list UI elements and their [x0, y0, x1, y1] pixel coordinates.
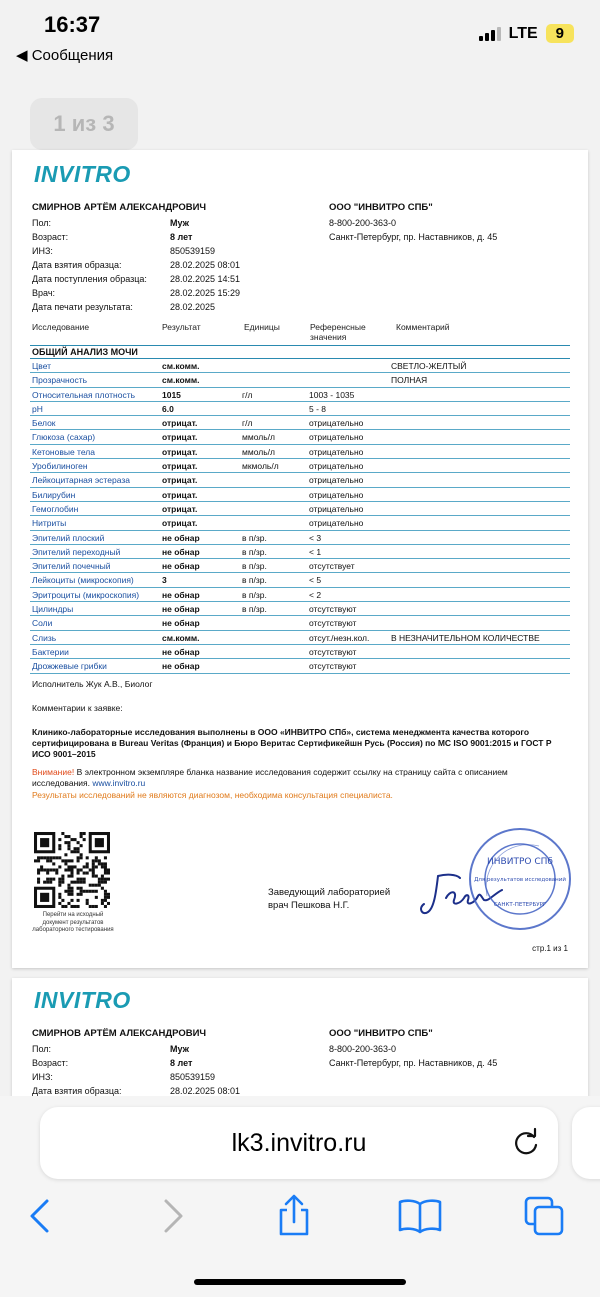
test-result: 3: [162, 575, 167, 586]
org-info: [329, 1042, 497, 1070]
forward-button[interactable]: [148, 1192, 196, 1240]
test-name[interactable]: Слизь: [32, 632, 57, 643]
org-info: [329, 216, 497, 244]
page-indicator: 1 из 3: [30, 98, 138, 150]
info-row: Возраст: 8 лет: [32, 232, 193, 242]
info-row: Врач: 28.02.2025 15:29: [32, 288, 241, 298]
test-unit: г/л: [242, 389, 253, 400]
test-result: не обнар: [162, 604, 200, 615]
org-phone: 8-800-200-363-0: [329, 218, 397, 228]
org-name: ООО "ИНВИТРО СПБ": [329, 202, 433, 213]
test-result: 1015: [162, 389, 181, 400]
bookmarks-button[interactable]: [396, 1192, 444, 1240]
info-row: Пол: Муж: [32, 1044, 189, 1054]
patient-info: [32, 216, 240, 314]
chevron-left-icon: [27, 1198, 55, 1234]
table-row: [30, 445, 570, 459]
test-unit: в п/зр.: [242, 532, 267, 543]
table-row: [30, 559, 570, 573]
test-name[interactable]: Билирубин: [32, 489, 76, 500]
test-reference: отрицательно: [309, 432, 364, 443]
test-reference: отсутствуют: [309, 646, 357, 657]
chevron-right-icon: [158, 1198, 186, 1234]
disclaimer: Результаты исследований не являются диагнозом, необходима консультация специалиста.: [32, 790, 393, 800]
test-result: отрицат.: [162, 461, 198, 472]
test-result: см.комм.: [162, 375, 200, 386]
executor: Исполнитель Жук А.В., Биолог: [32, 679, 153, 689]
tabs-button[interactable]: [520, 1192, 568, 1240]
test-name[interactable]: Цвет: [32, 361, 52, 371]
info-row: Дата поступления образца: 28.02.2025 14:51: [32, 274, 241, 284]
test-reference: 5 - 8: [309, 403, 327, 414]
test-unit: в п/зр.: [242, 589, 267, 600]
warning-label: Внимание!: [32, 767, 75, 777]
test-unit: ммоль/л: [242, 446, 275, 457]
test-unit: в п/зр.: [242, 575, 267, 586]
status-indicators: [479, 24, 574, 43]
test-name[interactable]: Соли: [32, 618, 53, 629]
table-row: [30, 616, 570, 630]
org-address: Санкт-Петербург, пр. Наставников, д. 45: [329, 1058, 498, 1068]
info-row: Возраст: 8 лет: [32, 1058, 193, 1068]
header-test: Исследование: [32, 322, 90, 332]
document-page-1: [12, 150, 588, 968]
test-result: не обнар: [162, 618, 200, 629]
test-reference: отсутствуют: [309, 604, 357, 615]
info-row: Пол: Муж: [32, 218, 189, 228]
test-name[interactable]: Бактерии: [32, 646, 69, 657]
table-row: [30, 388, 570, 402]
test-name[interactable]: Глюкоза (сахар): [32, 432, 96, 443]
table-row: [30, 502, 570, 516]
status-time: 16:37: [44, 12, 101, 37]
test-reference: отрицательно: [309, 446, 364, 457]
test-name[interactable]: Нитриты: [32, 518, 67, 529]
test-name[interactable]: Эритроциты (микроскопия): [32, 589, 140, 600]
invitro-logo: INVITRO: [34, 987, 131, 1013]
certification-text: Клинико-лабораторные исследования выполнены в ООО «ИНВИТРО СПб», система менеджмента качества которого сертифицирована в Bureau Veritas (Франция) и Бюро Веритас Сертификейшн Русь (Россия) по МС ISO 9001:2015 и ГОСТ Р ИСО 9001–2015: [32, 727, 552, 759]
test-name[interactable]: Эпителий плоский: [32, 532, 105, 543]
test-reference: отсутствует: [309, 561, 355, 572]
test-comment: СВЕТЛО-ЖЕЛТЫЙ: [391, 361, 467, 371]
test-unit: в п/зр.: [242, 561, 267, 572]
section-title: ОБЩИЙ АНАЛИЗ МОЧИ: [32, 347, 138, 357]
test-reference: < 2: [309, 589, 322, 600]
home-indicator: [194, 1279, 406, 1285]
patient-name: СМИРНОВ АРТЁМ АЛЕКСАНДРОВИЧ: [32, 1028, 207, 1039]
lab-head-title: Заведующий лабораторией врач Пешкова Н.Г.: [268, 887, 391, 911]
test-comment: В НЕЗНАЧИТЕЛЬНОМ КОЛИЧЕСТВЕ: [391, 632, 540, 643]
header-reference: Референсные значения: [310, 322, 366, 342]
header-result: Результат: [162, 322, 201, 332]
test-name[interactable]: Эпителий переходный: [32, 546, 121, 557]
network-type: LTE: [508, 24, 538, 42]
test-reference: отрицательно: [309, 475, 364, 486]
qr-code-icon[interactable]: [34, 832, 110, 908]
table-row: [30, 373, 570, 387]
test-result: 6.0: [162, 403, 174, 414]
table-row: [30, 416, 570, 430]
test-result: не обнар: [162, 532, 200, 543]
svg-text:Для результатов исследований: Для результатов исследований: [474, 877, 566, 883]
test-name[interactable]: Уробилиноген: [32, 461, 88, 472]
table-row: [30, 631, 570, 645]
table-row: [30, 573, 570, 587]
info-row: Дата взятия образца: 28.02.2025 08:01: [32, 260, 241, 270]
test-comment: ПОЛНАЯ: [391, 375, 428, 386]
test-reference: отрицательно: [309, 503, 364, 514]
table-row: [30, 516, 570, 530]
reload-icon[interactable]: [510, 1127, 542, 1159]
test-name[interactable]: Относительная плотность: [32, 389, 136, 400]
test-result: отрицат.: [162, 503, 198, 514]
test-result: отрицат.: [162, 475, 198, 486]
page-number: стр.1 из 1: [532, 944, 568, 953]
test-result: отрицат.: [162, 489, 198, 500]
comments-label: Комментарии к заявке:: [32, 703, 123, 713]
table-row: [30, 459, 570, 473]
test-reference: отсутствуют: [309, 661, 357, 672]
test-reference: < 3: [309, 532, 322, 543]
test-result: не обнар: [162, 646, 200, 657]
test-name[interactable]: Лейкоциты (микроскопия): [32, 575, 134, 586]
test-name[interactable]: Дрожжевые грибки: [32, 661, 107, 672]
info-row: Дата взятия образца: 28.02.2025 08:01: [32, 1086, 241, 1096]
test-name[interactable]: Белок: [32, 418, 56, 429]
info-row: Дата печати результата: 28.02.2025: [32, 302, 216, 312]
table-row: [30, 602, 570, 616]
test-result: не обнар: [162, 546, 200, 557]
test-result: не обнар: [162, 561, 200, 572]
test-result: отрицат.: [162, 518, 198, 529]
back-to-messages-button[interactable]: ◀ Сообщения: [16, 47, 114, 64]
test-reference: < 1: [309, 546, 322, 557]
test-result: отрицат.: [162, 446, 198, 457]
next-tab-preview[interactable]: [572, 1107, 600, 1179]
table-row: [30, 430, 570, 444]
test-result: не обнар: [162, 661, 200, 672]
test-unit: в п/зр.: [242, 546, 267, 557]
test-name[interactable]: pH: [32, 403, 43, 414]
test-reference: отрицательно: [309, 461, 364, 472]
patient-name: СМИРНОВ АРТЁМ АЛЕКСАНДРОВИЧ: [32, 202, 207, 213]
test-name[interactable]: Гемоглобин: [32, 503, 79, 514]
table-row: [30, 359, 570, 373]
test-unit: г/л: [242, 418, 253, 429]
test-reference: отсутствуют: [309, 618, 357, 629]
results-table: [30, 359, 570, 674]
info-row: ИНЗ: 850539159: [32, 246, 216, 256]
table-row: [30, 588, 570, 602]
test-reference: отсут./незн.кол.: [309, 632, 370, 643]
header-comment: Комментарий: [396, 322, 450, 332]
url-text[interactable]: lk3.invitro.ru: [231, 1129, 367, 1157]
table-row: [30, 545, 570, 559]
test-name[interactable]: Кетоновые тела: [32, 446, 95, 457]
test-reference: отрицательно: [309, 489, 364, 500]
org-address: Санкт-Петербург, пр. Наставников, д. 45: [329, 232, 498, 242]
table-row: [30, 531, 570, 545]
patient-info: [32, 1042, 240, 1098]
battery-icon: 9: [546, 24, 574, 43]
test-reference: отрицательно: [309, 518, 364, 529]
test-result: отрицат.: [162, 418, 198, 429]
book-icon: [397, 1196, 443, 1236]
test-name[interactable]: Эпителий почечный: [32, 561, 111, 572]
stamp-icon: [467, 826, 573, 932]
address-bar[interactable]: [40, 1107, 558, 1179]
test-result: отрицат.: [162, 432, 198, 443]
signal-icon: [479, 27, 501, 41]
test-result: см.комм.: [162, 361, 200, 371]
test-name[interactable]: Цилиндры: [32, 604, 74, 615]
invitro-logo: INVITRO: [34, 161, 131, 187]
org-phone: 8-800-200-363-0: [329, 1044, 397, 1054]
test-unit: мкмоль/л: [242, 461, 279, 472]
invitro-link[interactable]: www.invitro.ru: [92, 778, 146, 788]
test-name[interactable]: Лейкоцитарная эстераза: [32, 475, 130, 486]
svg-text:ИНВИТРО СПб: ИНВИТРО СПб: [487, 857, 553, 867]
share-button[interactable]: [270, 1192, 318, 1240]
back-button[interactable]: [17, 1192, 65, 1240]
test-result: см.комм.: [162, 632, 200, 643]
info-row: ИНЗ: 850539159: [32, 1072, 216, 1082]
table-row: [30, 659, 570, 673]
svg-text:САНКТ-ПЕТЕРБУРГ: САНКТ-ПЕТЕРБУРГ: [493, 902, 547, 908]
test-reference: < 5: [309, 575, 322, 586]
org-name: ООО "ИНВИТРО СПБ": [329, 1028, 433, 1039]
test-reference: отрицательно: [309, 418, 364, 429]
qr-caption: Перейти на исходный документ результатов лабораторного тестирования: [32, 912, 114, 933]
test-name[interactable]: Прозрачность: [32, 375, 88, 386]
test-unit: в п/зр.: [242, 604, 267, 615]
table-row: [30, 473, 570, 487]
table-row: [30, 402, 570, 416]
divider: [30, 345, 570, 346]
table-row: [30, 488, 570, 502]
header-units: Единицы: [244, 322, 280, 332]
test-result: не обнар: [162, 589, 200, 600]
tabs-icon: [522, 1194, 566, 1238]
test-reference: 1003 - 1035: [309, 389, 355, 400]
table-row: [30, 645, 570, 659]
test-unit: ммоль/л: [242, 432, 275, 443]
share-icon: [274, 1194, 314, 1238]
warning-text: Внимание! В электронном экземпляре бланка название исследования содержит ссылку на страницу сайта с описанием исследования. www.invitro.ru: [32, 767, 508, 788]
